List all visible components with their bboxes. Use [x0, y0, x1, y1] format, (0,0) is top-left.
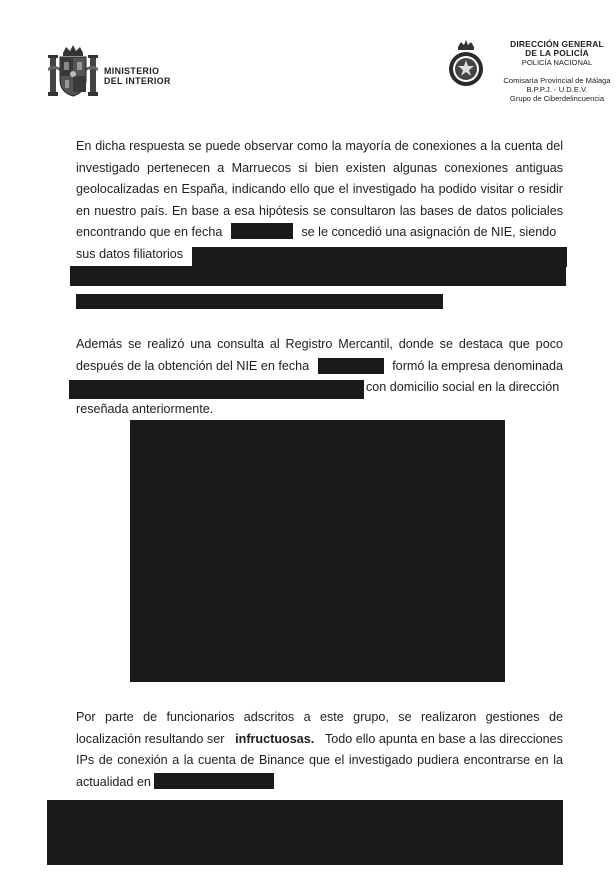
p1-line-5-end: se le concedió una asignación de NIE, siendo: [301, 225, 557, 239]
redaction-date-1: [231, 223, 293, 239]
redaction-bottom-block: [47, 800, 563, 865]
p3-line-4-start: actualidad en: [76, 774, 151, 789]
redaction-location: [154, 773, 274, 789]
p3-line-2-end: Todo ello apunta en base a las direcciones: [324, 731, 563, 746]
police-line-6: Grupo de Ciberdelincuencia: [509, 94, 605, 104]
p3-line-3: IPs de conexión a la cuenta de Binance que el investigado pudiera encontrarse en la: [76, 753, 563, 767]
redaction-personal-data-2: [70, 266, 566, 286]
p3-line-2-bold: infructuosas.: [235, 731, 315, 746]
p1-line-3: geolocalizadas en España, indicando ello que el investigado ha podido visitar o residir: [76, 182, 563, 196]
ministry-line-2: DEL INTERIOR: [104, 76, 171, 86]
paragraph-1: [76, 136, 563, 265]
police-line-2: DE LA POLICÍA: [525, 48, 589, 59]
redaction-image-block: [130, 420, 505, 682]
p3-line-4: [76, 772, 563, 794]
redaction-date-2: [318, 358, 384, 374]
p3-line-1: Por parte de funcionarios adscritos a este grupo, se realizaron gestiones de: [76, 710, 563, 724]
redaction-personal-data-3: [76, 294, 443, 309]
paragraph-3: [76, 707, 563, 793]
p2-line-2-start: después de la obtención del NIE en fecha: [76, 358, 310, 373]
p2-line-1: Además se realizó una consulta al Registro Mercantil, donde se destaca que poco: [76, 337, 563, 351]
ministry-line-1: MINISTERIO: [104, 66, 160, 76]
p1-line-6: sus datos filiatorios: [76, 246, 184, 261]
police-line-1: DIRECCIÓN GENERAL: [510, 39, 604, 49]
spain-coat-of-arms-icon: [46, 44, 100, 100]
p2-line-2: [76, 356, 563, 378]
p2-line-4: reseñada anteriormente.: [76, 401, 214, 416]
p1-line-5: [76, 222, 563, 244]
police-line-3: POLICÍA NACIONAL: [521, 58, 593, 68]
paragraph-2: [76, 334, 563, 420]
p1-line-4: en nuestro país. En base a esa hipótesis se consultaron las bases de datos policiales: [76, 203, 563, 218]
police-header: [494, 40, 616, 103]
police-line-4: Comisaría Provincial de Málaga: [503, 75, 611, 85]
redaction-personal-data-1: [192, 247, 567, 267]
police-line-5: B.P.P.J. - U.D.E.V.: [526, 84, 588, 94]
p1-line-2: investigado pertenecen a Marruecos si bien existen algunas conexiones antiguas: [76, 160, 563, 175]
p2-line-3: con domicilio social en la dirección: [366, 380, 560, 394]
p1-line-1: En dicha respuesta se puede observar como la mayoría de conexiones a la cuenta del: [76, 139, 563, 153]
ministry-title: [104, 66, 171, 86]
redaction-company-name: [69, 380, 364, 399]
p3-line-2-start: localización resultando ser: [76, 731, 225, 746]
policia-nacional-badge-icon: [445, 40, 487, 88]
p3-line-2: [76, 729, 563, 751]
p2-line-2-end: formó la empresa denominada: [392, 358, 563, 373]
p1-line-5-start: encontrando que en fecha: [76, 225, 223, 239]
